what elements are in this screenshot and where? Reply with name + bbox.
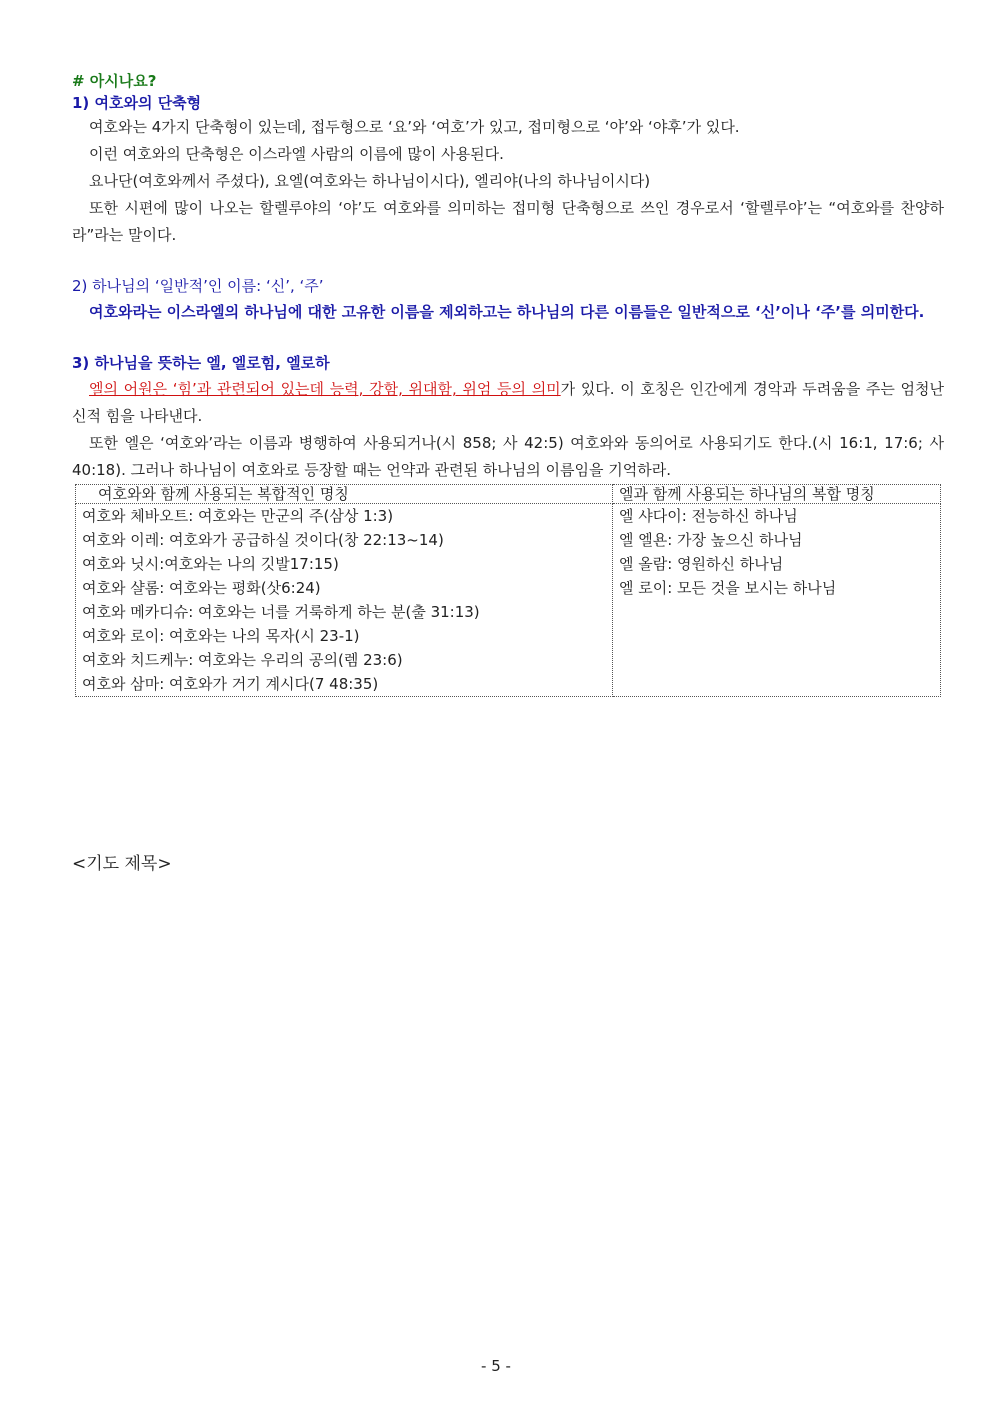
section1-para1: 여호와는 4가지 단축형이 있는데, 접두형으로 ‘요’와 ‘여호’가 있고, 접미형으로 ‘야’와 ‘야후’가 있다.: [89, 118, 740, 136]
list-item: 여호와 닛시:여호와는 나의 깃발17:15): [82, 555, 339, 573]
section3-para1: [72, 376, 944, 430]
table-header-left: 여호와와 함께 사용되는 복합적인 명칭: [76, 485, 613, 504]
section3-para2: 또한 엘은 ‘여호와’라는 이름과 병행하여 사용되거나(시 858; 사 42:5) 여호와와 동의어로 사용되기도 한다.(시 16:1, 17:6; 사 40:18). 그러나 하나님이 여호와로 등장할 때는 언약과 관련된 하나님의 이름임을 기억하라.: [72, 434, 944, 479]
list-item: 여호와 로이: 여호와는 나의 목자(시 23-1): [82, 627, 360, 645]
table-left-column: [76, 504, 613, 697]
document-body: [72, 70, 944, 697]
section1-para2: 이런 여호와의 단축형은 이스라엘 사람의 이름에 많이 사용된다.: [89, 145, 504, 163]
table-right-column: [613, 504, 941, 697]
section3-title: 3) 하나님을 뜻하는 엘, 엘로힘, 엘로하: [72, 354, 330, 372]
list-item: 엘 로이: 모든 것을 보시는 하나님: [619, 579, 837, 597]
know-heading: # 아시나요?: [72, 72, 157, 90]
section3-para1-rest: 가 있다. 이 호칭은 인간에게 경악과 두려움을 주는 엄청난 신적 힘을 나타낸다.: [72, 380, 944, 425]
section1-title: 1) 여호와의 단축형: [72, 94, 202, 112]
section1-para4: 또한 시편에 많이 나오는 할렐루야의 ‘야’도 여호와를 의미하는 접미형 단축형으로 쓰인 경우로서 ‘할렐루야’는 “여호와를 찬양하라”라는 말이다.: [72, 199, 944, 244]
list-item: 여호와 이레: 여호와가 공급하실 것이다(창 22:13~14): [82, 531, 444, 549]
list-item: 여호와 메카디슈: 여호와는 너를 거룩하게 하는 분(출 31:13): [82, 603, 480, 621]
section2-para1: 여호와라는 이스라엘의 하나님에 대한 고유한 이름을 제외하고는 하나님의 다른 이름들은 일반적으로 ‘신’이나 ‘주’를 의미한다.: [89, 303, 925, 321]
table-header-right: 엘과 함께 사용되는 하나님의 복합 명칭: [613, 485, 941, 504]
section3-para1-highlight: 엘의 어원은 ‘힘’과 관련되어 있는데 능력, 강함, 위대함, 위엄 등의 의미: [89, 380, 561, 398]
page-number: - 5 -: [481, 1357, 511, 1375]
prayer-title: <기도 제목>: [72, 854, 172, 874]
list-item: 여호와 치드케누: 여호와는 우리의 공의(렘 23:6): [82, 651, 403, 669]
list-item: 여호와 샬롬: 여호와는 평화(삿6:24): [82, 579, 321, 597]
compound-names-table: [75, 484, 941, 697]
section2-title: 2) 하나님의 ‘일반적’인 이름: ‘신’, ‘주’: [72, 277, 324, 295]
section1-para3: 요나단(여호와께서 주셨다), 요엘(여호와는 하나님이시다), 엘리야(나의 하나님이시다): [89, 172, 651, 190]
list-item: 여호와 삼마: 여호와가 거기 계시다(7 48:35): [82, 675, 379, 693]
list-item: 엘 엘욘: 가장 높으신 하나님: [619, 531, 803, 549]
list-item: 엘 샤다이: 전능하신 하나님: [619, 507, 798, 525]
list-item: 여호와 체바오트: 여호와는 만군의 주(삼상 1:3): [82, 507, 394, 525]
list-item: 엘 올람: 영원하신 하나님: [619, 555, 784, 573]
